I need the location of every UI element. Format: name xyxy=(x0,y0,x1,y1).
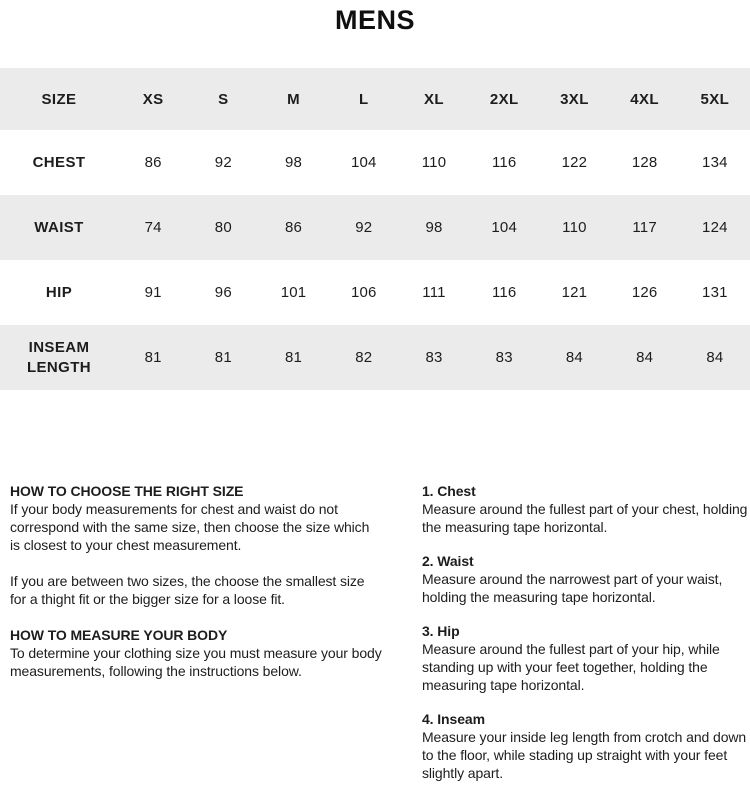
measurement-value: 74 xyxy=(144,219,162,236)
measurement-value: 81 xyxy=(214,349,232,366)
column-header-5xl: 5XL xyxy=(700,90,730,108)
measurement-value: 80 xyxy=(214,219,232,236)
column-header-xl: XL xyxy=(424,90,444,108)
measurement-value: 81 xyxy=(144,349,162,366)
instruction-text: Measure around the fullest part of your chest, holding the measuring tape horizontal. xyxy=(422,501,748,535)
measurement-value: 134 xyxy=(702,154,728,171)
how-to-measure-heading: HOW TO MEASURE YOUR BODY xyxy=(10,627,228,643)
column-header-size: SIZE xyxy=(41,90,77,108)
measurement-value: 116 xyxy=(491,284,517,301)
instruction-text: Measure your inside leg length from crotch and down to the floor, while stading up straight with your feet slightly apart. xyxy=(422,729,747,781)
measurement-value: 92 xyxy=(214,154,232,171)
measurement-value: 98 xyxy=(285,154,303,171)
instruction-waist xyxy=(422,552,750,606)
measurement-value: 81 xyxy=(285,349,303,366)
measurement-value: 128 xyxy=(631,154,658,171)
how-to-measure-paragraph: To determine your clothing size you must measure your body measurements, following the instructions below. xyxy=(10,645,382,679)
measurement-value: 84 xyxy=(565,349,583,366)
instruction-heading: 3. Hip xyxy=(422,623,460,639)
instruction-heading: 1. Chest xyxy=(422,483,476,499)
measurement-value: 101 xyxy=(280,284,307,301)
measurement-value: 110 xyxy=(562,219,587,236)
instruction-chest xyxy=(422,482,750,536)
column-header-2xl: 2XL xyxy=(489,90,519,108)
measurement-value: 122 xyxy=(561,154,588,171)
instruction-inseam xyxy=(422,710,750,782)
table-row-chest xyxy=(0,130,750,195)
instruction-text: Measure around the fullest part of your hip, while standing up with your feet together, holding the measuring tape horizontal. xyxy=(422,641,720,693)
column-header-s: S xyxy=(218,90,229,108)
measurement-value: 131 xyxy=(702,284,728,301)
measurement-value: 82 xyxy=(355,349,373,366)
how-to-choose-heading: HOW TO CHOOSE THE RIGHT SIZE xyxy=(10,483,244,499)
measurement-value: 86 xyxy=(285,219,303,236)
how-to-choose-paragraph-1: If your body measurements for chest and waist do not correspond with the same size, then choose the size which is closest to your chest measurement. xyxy=(10,501,370,553)
measurement-value: 106 xyxy=(350,284,377,301)
column-header-m: M xyxy=(287,90,300,108)
how-to-choose-paragraph-2: If you are between two sizes, the choose the smallest size for a thight fit or the bigger size for a loose fit. xyxy=(10,573,365,607)
measurement-value: 92 xyxy=(355,219,373,236)
column-header-3xl: 3XL xyxy=(560,90,589,108)
measurement-value: 84 xyxy=(636,349,654,366)
column-header-l: L xyxy=(358,90,369,108)
measurement-value: 104 xyxy=(491,219,518,236)
table-row-inseam-length xyxy=(0,325,750,390)
measurement-value: 121 xyxy=(561,284,588,301)
measurement-value: 117 xyxy=(632,219,657,236)
measuring-instructions xyxy=(422,482,750,782)
measurement-value: 110 xyxy=(421,154,447,171)
measurement-value: 83 xyxy=(495,349,513,366)
measurement-value: 91 xyxy=(144,284,162,301)
measurement-value: 84 xyxy=(706,349,724,366)
column-header-xs: XS xyxy=(142,90,164,108)
instruction-heading: 4. Inseam xyxy=(422,711,485,727)
instruction-text: Measure around the narrowest part of your waist, holding the measuring tape horizontal. xyxy=(422,571,723,605)
measurement-value: 96 xyxy=(214,284,232,301)
size-chart-table xyxy=(0,68,750,390)
measurement-value: 83 xyxy=(425,349,443,366)
table-row-waist xyxy=(0,195,750,260)
measurement-value: 126 xyxy=(631,284,658,301)
info-columns xyxy=(10,482,750,782)
measurement-value: 86 xyxy=(144,154,162,171)
page-title: MENS xyxy=(334,5,415,35)
measurement-value: 104 xyxy=(350,154,377,171)
row-label-chest: CHEST xyxy=(32,153,86,171)
how-to-section xyxy=(10,482,382,782)
measurement-value: 111 xyxy=(422,284,446,301)
measurement-value: 116 xyxy=(491,154,517,171)
row-label-waist: WAIST xyxy=(34,218,84,236)
column-header-4xl: 4XL xyxy=(630,90,659,108)
row-label-inseam-length: INSEAM LENGTH xyxy=(26,339,92,376)
measurement-value: 124 xyxy=(702,219,728,236)
measurement-value: 98 xyxy=(425,219,443,236)
row-label-hip: HIP xyxy=(45,283,73,301)
instruction-heading: 2. Waist xyxy=(422,553,474,569)
instruction-hip xyxy=(422,622,750,694)
table-header-row xyxy=(0,68,750,130)
table-row-hip xyxy=(0,260,750,325)
